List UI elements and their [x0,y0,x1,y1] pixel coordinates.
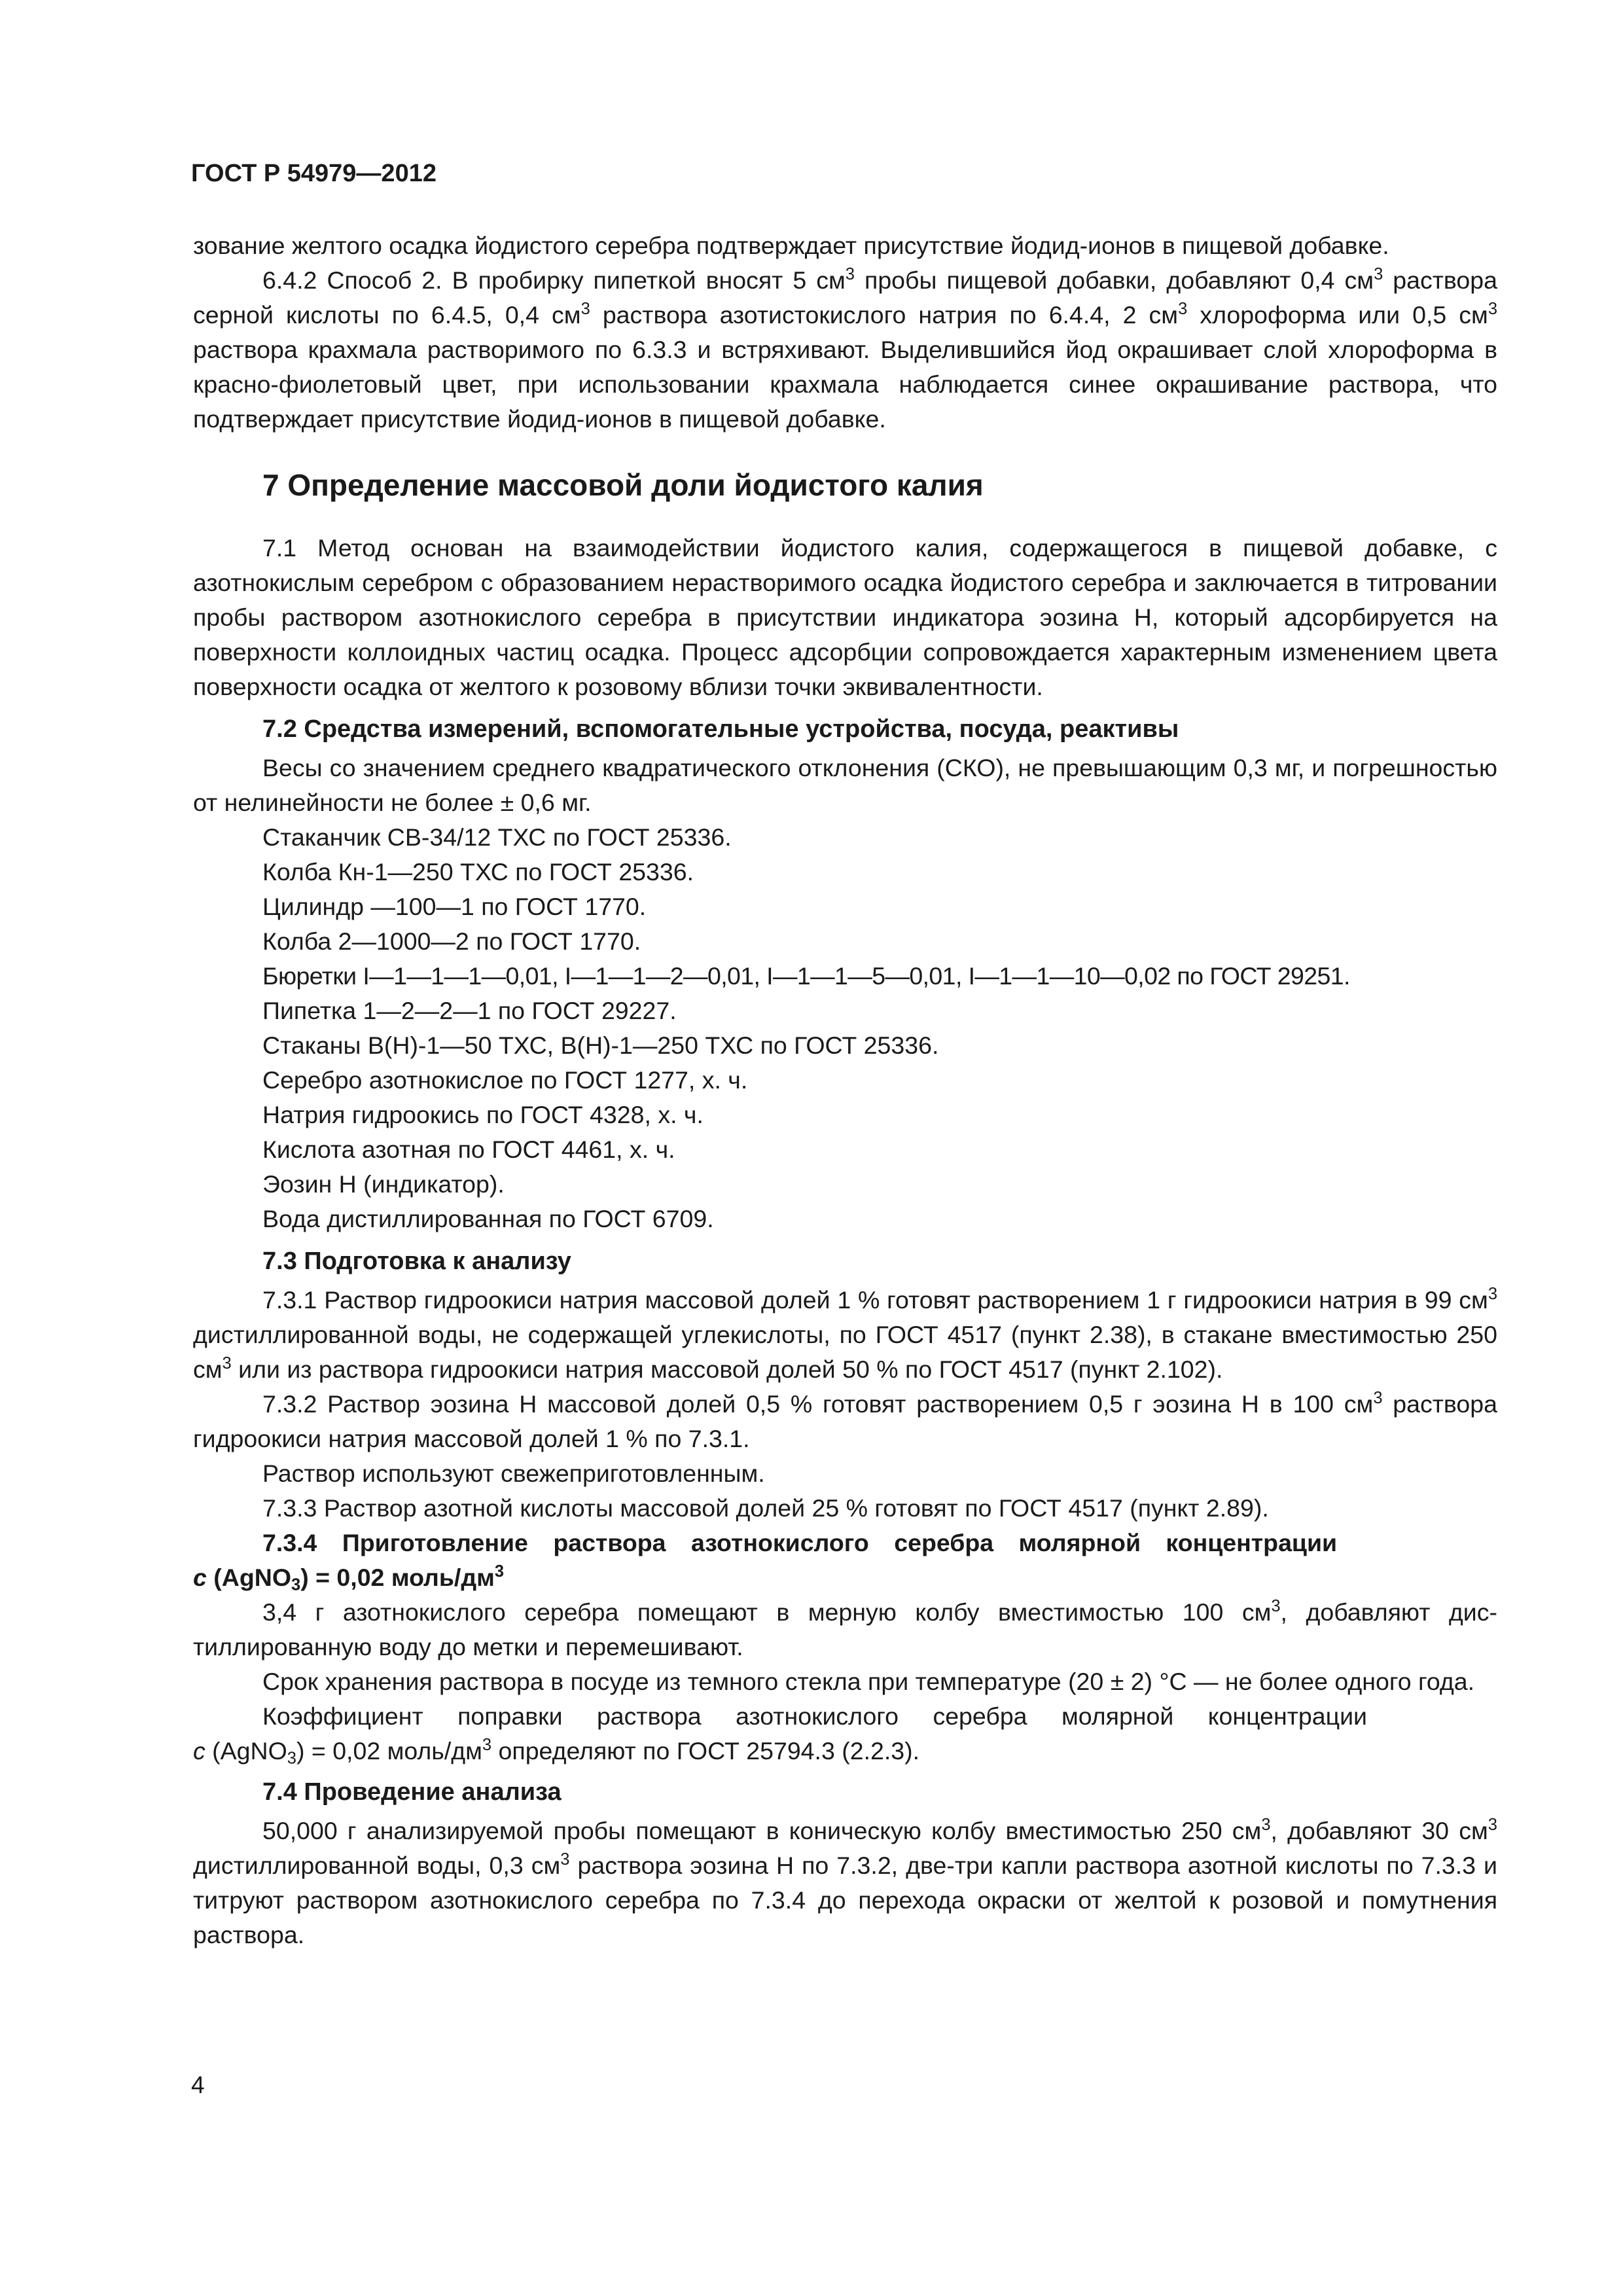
paragraph-7-4: 50,000 г анализируемой пробы помещают в коническую колбу вместимостью 250 $см^3$, добавляют 30 $см^3$ дистиллированной воды, 0,3 $см^3$ раствора эозина Н по 7.3.2, две-три капли раствора азотной кислоты по 7.3.3 и титруют раствором азотнокислого серебра по 7.3.4 до перехода окраски от желтой к розовой и помутнения раствора. [193,1815,1498,1948]
standard-code-header: ГОСТ Р 54979—2012 [191,160,437,187]
list-item: Натрия гидроокись по ГОСТ 4328, х. ч. [262,1101,704,1128]
heading-7-4: 7.4 Проведение анализа [262,1778,562,1806]
heading-7-3-4: 7.3.4 Приготовление раствора азотнокислого серебра молярной концентрации с (AgNO$_3$) = 0,02 моль/$дм^3$ [193,1529,1338,1594]
list-item: Серебро азотнокислое по ГОСТ 1277, х. ч. [262,1066,748,1094]
list-item: Бюретки I—1—1—1—0,01, I—1—1—2—0,01, I—1—1—5—0,01, I—1—1—10—0,02 по ГОСТ 29251. [262,962,1350,990]
paragraph-continuation: зование желтого осадка йодистого серебра подтверждает присутствие йодид-ионов в пищевой добавке. [193,232,1389,259]
paragraph-7-3-3: 7.3.3 Раствор азотной кислоты массовой долей 25 % готовят по ГОСТ 4517 (пункт 2.89). [262,1494,1269,1522]
paragraph-7-3-4-b: Срок хранения раствора в посуде из темного стекла при температуре (20 ± 2) °С — не более одного года. [262,1668,1475,1695]
list-item: Колба 2—1000—2 по ГОСТ 1770. [262,927,641,955]
paragraph-7-3-2: 7.3.2 Раствор эозина Н массовой долей 0,5 % готовят растворением 0,5 г эозина Н в 100 $см^3$ раствора гидроокиси натрия массовой долей 1 % по 7.3.1. [193,1388,1498,1452]
heading-7-2: 7.2 Средства измерений, вспомогательные устройства, посуда, реактивы [262,715,1179,743]
list-item: Пипетка 1—2—2—1 по ГОСТ 29227. [262,997,677,1024]
paragraph-7-3-1: 7.3.1 Раствор гидроокиси натрия массовой долей 1 % готовят растворением 1 г гидроокиси натрия в 99 $см^3$ дистиллированной воды, не содержащей углекислоты, по ГОСТ 4517 (пункт 2.38), в стакане вместимостью 250 $см^3$ или из раствора гидроокиси натрия массовой долей 50 % по ГОСТ 4517 (пункт 2.102). [193,1284,1497,1383]
paragraph-7-3-2-note: Раствор используют свежеприготовленным. [262,1460,765,1487]
heading-7-3: 7.3 Подготовка к анализу [262,1247,571,1275]
list-item: Стаканчик СВ-34/12 ТХС по ГОСТ 25336. [262,823,732,851]
paragraph-6-4-2: 6.4.2 Способ 2. В пробирку пипеткой вносят 5 $см^3$ пробы пищевой добавки, добавляют 0,4 $см^3$ раствора серной кислоты по 6.4.5, 0,4 $см^3$ раствора азотистокислого натрия по 6.4.4, 2 $см^3$ хлороформа или 0,5 $см^3$ раствора крахмала растворимого по 6.3.3 и встряхивают. Выделившийся йод окрашивает слой хлороформа в красно-фиолетовый цвет, при использовании крахмала наблюдается синее окрашивание раствора, что подтверждает присутствие йодид-ионов в пищевой добавке. [193,264,1498,433]
paragraph-7-1: 7.1 Метод основан на взаимодействии йодистого калия, содержащегося в пищевой добавке, с азотнокислым серебром с образованием нерастворимого осадка йодистого серебра и заключается в титровании пробы раствором азотнокислого серебра в присутствии индикатора эозина Н, который адсорбируется на поверхности коллоидных частиц осадка. Процесс адсорбции сопровождается характерным изменением цвета поверхности осадка от желтого к розовому вблизи точки эквивалентности. [193,534,1497,700]
list-item: Вода дистиллированная по ГОСТ 6709. [262,1205,714,1232]
paragraph-7-2-scales: Весы со значением среднего квадратического отклонения (СКО), не превышающим 0,3 мг, и погрешностью от нелинейности не более ± 0,6 мг. [193,754,1497,816]
list-item: Цилиндр —100—1 по ГОСТ 1770. [262,893,647,920]
paragraph-7-3-4-a: 3,4 г азотнокислого серебра помещают в мерную колбу вместимостью 100 $см^3$, добавляют дистиллированную воду до метки и перемешивают. [193,1596,1497,1660]
list-item: Кислота азотная по ГОСТ 4461, х. ч. [262,1136,675,1163]
section-7-title: 7 Определение массовой доли йодистого калия [262,468,984,502]
list-item: Эозин Н (индикатор). [262,1170,505,1198]
list-item: Стаканы В(Н)-1—50 ТХС, В(Н)-1—250 ТХС по ГОСТ 25336. [262,1031,939,1059]
paragraph-7-3-4-c: Коэффициент поправки раствора азотнокислого серебра молярной концентрации с (AgNO$_3$) = 0,02 моль/$дм^3$ определяют по ГОСТ 25794.3 (2.2.3). [193,1702,1368,1768]
page-content [193,228,1497,1952]
page-number: 4 [191,2072,205,2098]
list-item: Колба Кн-1—250 ТХС по ГОСТ 25336. [262,858,694,886]
